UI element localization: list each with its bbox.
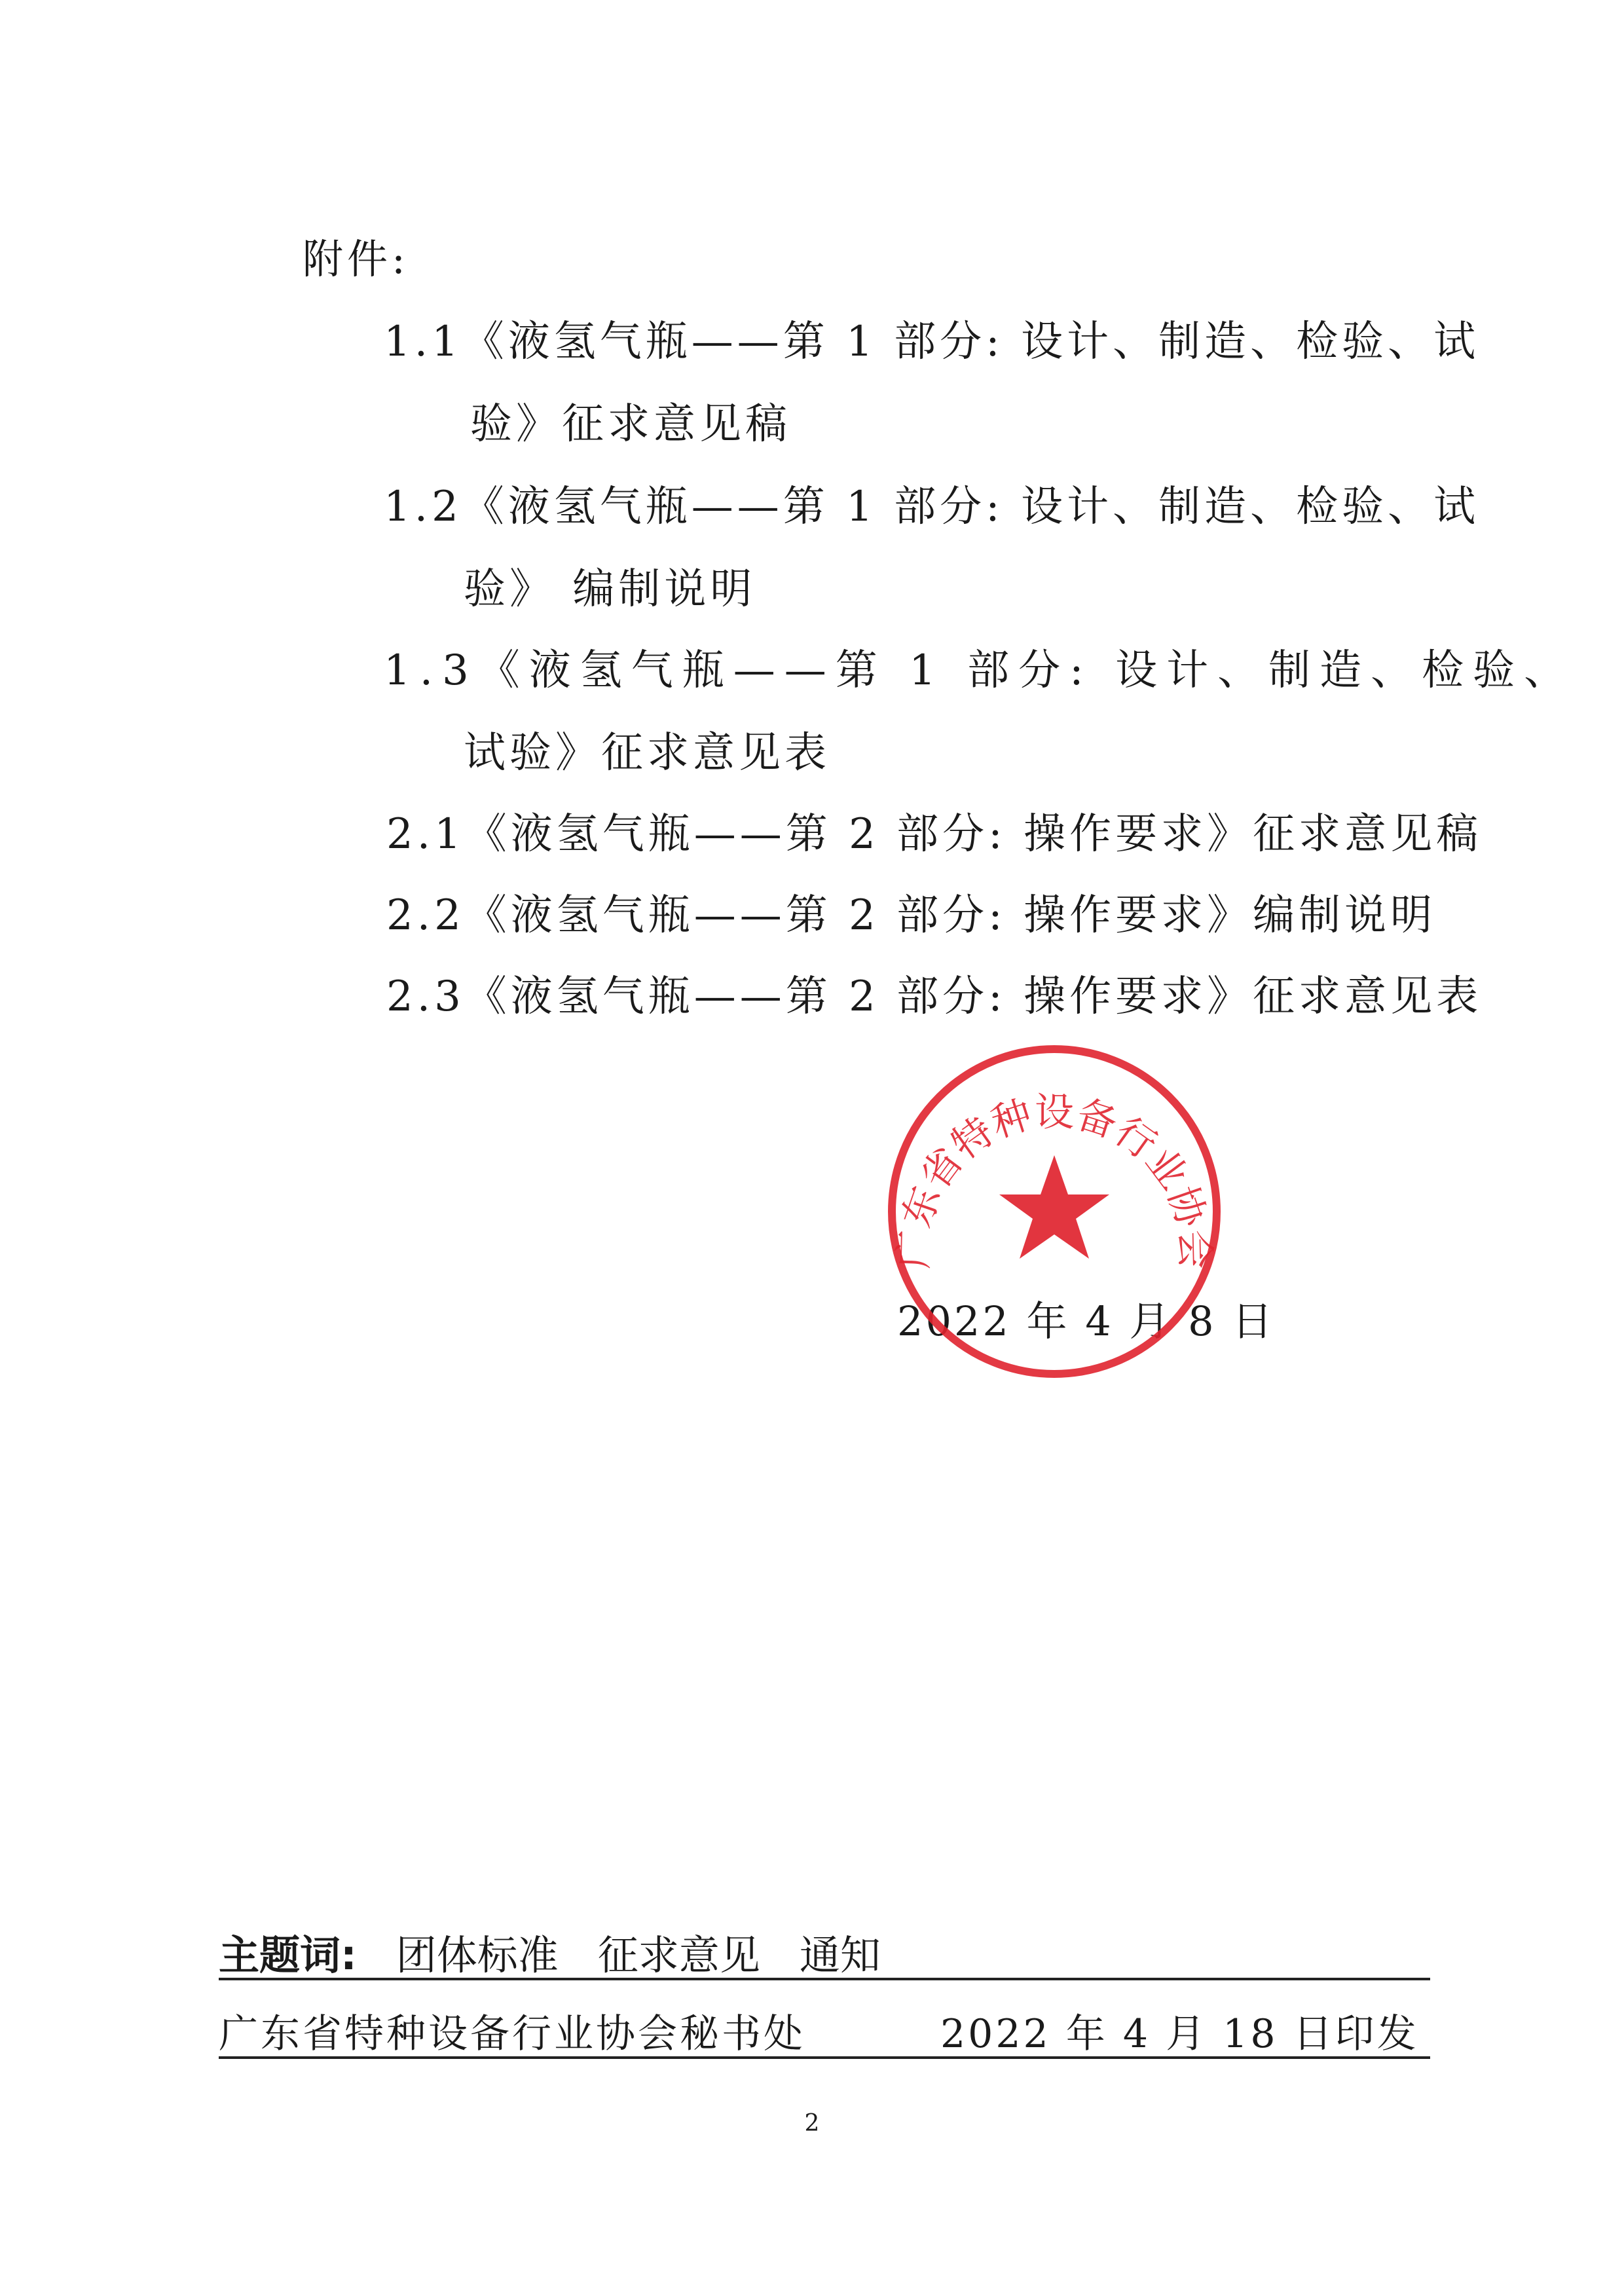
- attachment-1-3-line1: 1.3《液氢气瓶——第 1 部分: 设计、制造、检验、: [384, 646, 1576, 695]
- seal-text: 广东省特种设备行业协会: [891, 1089, 1218, 1270]
- page-number: 2: [804, 2110, 820, 2137]
- footer-issue-date: 2022 年 4 月 18 日印发: [940, 2011, 1419, 2057]
- footer-issuer: 广东省特种设备行业协会秘书处: [219, 2011, 805, 2057]
- divider-top: [219, 1978, 1430, 1980]
- attachments-title: 附件:: [303, 235, 409, 283]
- attachment-2-3: 2.3《液氢气瓶——第 2 部分: 操作要求》征求意见表: [386, 972, 1483, 1021]
- keywords-line: [219, 1923, 881, 1981]
- attachment-2-1: 2.1《液氢气瓶——第 2 部分: 操作要求》征求意见稿: [386, 810, 1483, 859]
- signature-date: 2022 年 4 月 8 日: [897, 1297, 1276, 1345]
- keywords-label: 主题词:: [219, 1931, 357, 1979]
- divider-bottom: [219, 2056, 1430, 2059]
- attachment-1-1-line2: 验》征求意见稿: [470, 400, 791, 449]
- attachment-1-1-line1: 1.1《液氢气瓶——第 1 部分: 设计、制造、检验、试: [384, 318, 1480, 366]
- keyword-term: 团体标准: [396, 1931, 559, 1979]
- official-seal-stamp: [885, 1043, 1223, 1380]
- attachment-1-3-line2: 试验》征求意见表: [464, 729, 830, 777]
- keyword-term: 征求意见: [597, 1931, 760, 1979]
- keyword-term: 通知: [799, 1931, 881, 1979]
- seal-star-icon: [999, 1155, 1109, 1259]
- attachment-1-2-line1: 1.2《液氢气瓶——第 1 部分: 设计、制造、检验、试: [384, 483, 1480, 531]
- attachment-1-2-line2: 验》 编制说明: [464, 565, 756, 614]
- attachment-2-2: 2.2《液氢气瓶——第 2 部分: 操作要求》编制说明: [386, 891, 1437, 940]
